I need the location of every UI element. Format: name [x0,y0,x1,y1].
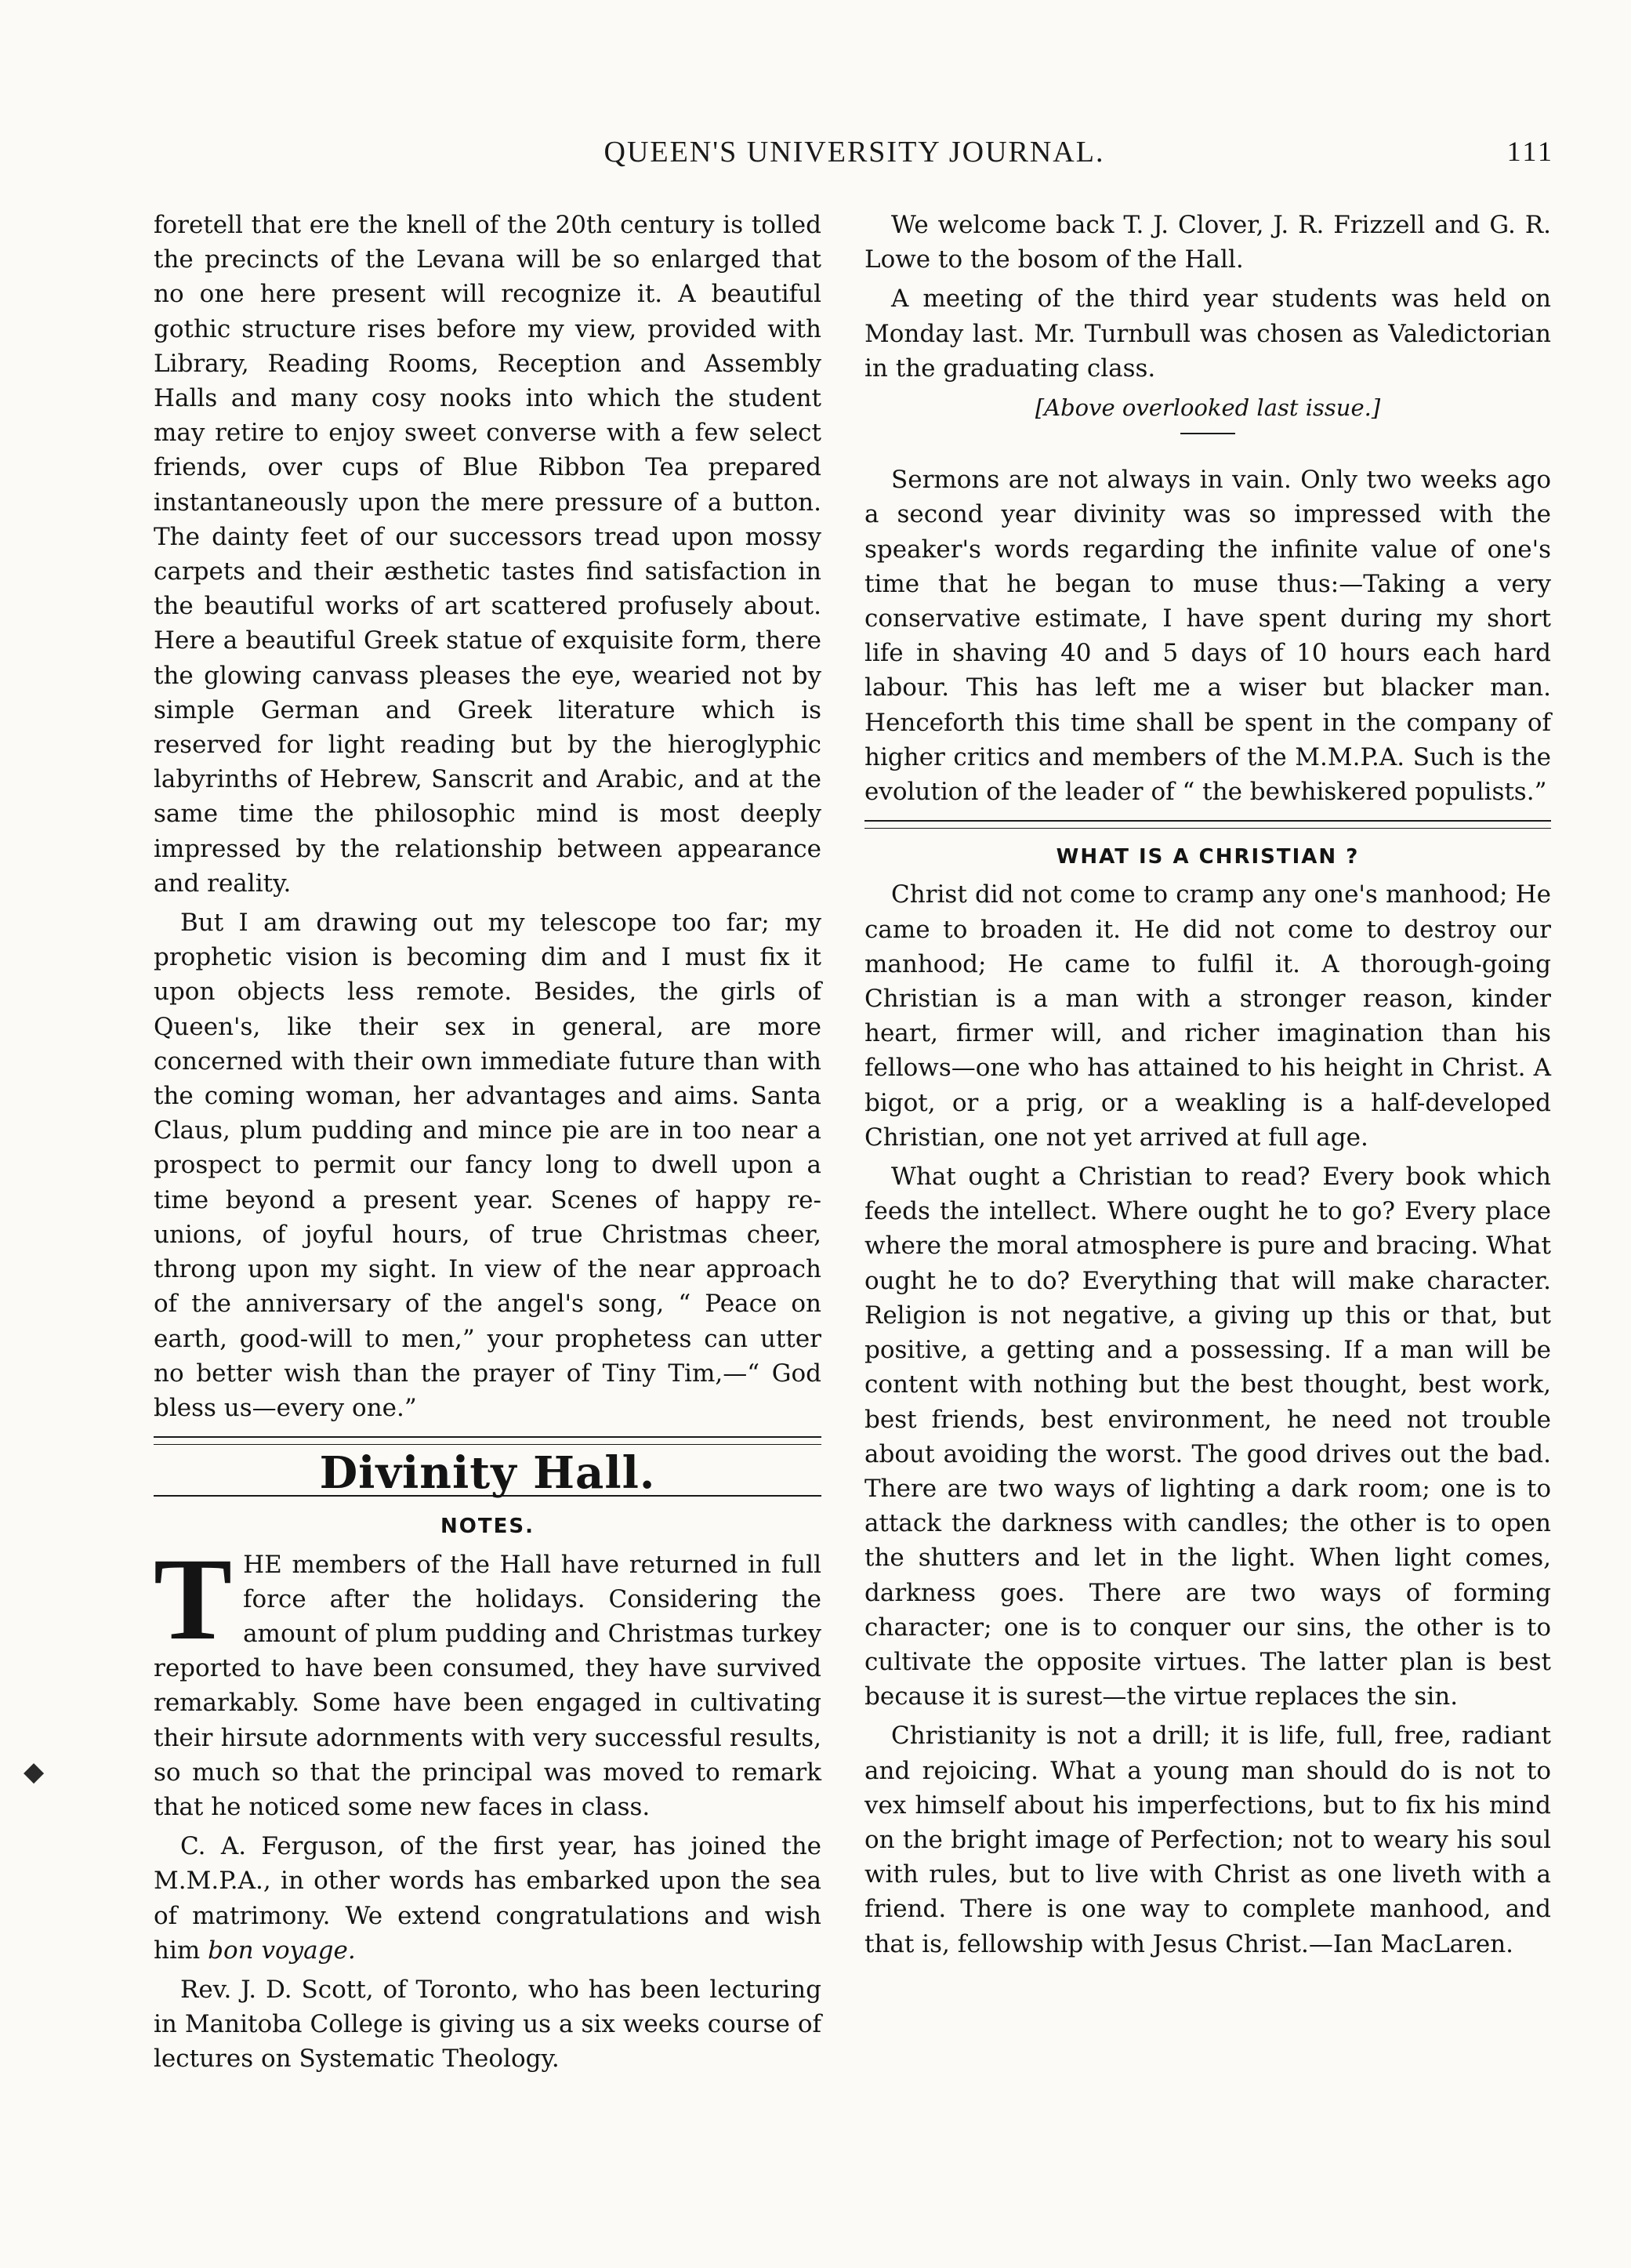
notes-paragraph-1 [154,1533,821,1825]
notes-paragraph-2 [154,1829,821,1968]
christian-paragraph-1: Christ did not come to cramp any one's manhood; He came to broaden it. He did not come to destroy our manhood; He came to fulfil it. A thorough-going Christian is a man with a stronger reason, kinder heart, firmer will, and richer imagination than his fellows—one who has attained to his height in Christ. A bigot, or a prig, or a weakling is a half-developed Christian, one not yet arrived at full age. [864,880,1551,1152]
notes-paragraph-3: Rev. J. D. Scott, of Toronto, who has been lecturing in Manitoba College is giving us a six weeks course of lectures on Systematic Theology. [154,1975,821,2074]
notes-subhead: NOTES. [440,1515,535,1539]
section-divider [154,1436,821,1445]
meeting-paragraph: A meeting of the third year students was held on Monday last. Mr. Turnbull was chosen as Valedictorian in the graduating class. [864,285,1551,383]
article-divider [864,820,1551,829]
welcome-paragraph: We welcome back T. J. Clover, J. R. Frizzell and G. R. Lowe to the bosom of the Hall. [864,211,1551,274]
levana-paragraph-2: But I am drawing out my telescope too far; my prophetic vision is becoming dim and I must fix it upon objects less remote. Besides, the girls of Queen's, like their sex in general, are more concerned with their own immediate future than with the coming woman, her advantages and aims. Santa Claus, plum pudding and mince pie are in too near a prospect to permit our fancy long to dwell upon a time beyond a present year. Scenes of happy re-unions, of joyful hours, of true Christmas cheer, throng upon my sight. In view of the near approach of the anniversary of the angel's song, “ Peace on earth, good-will to men,” your prophetess can utter no better wish than the prayer of Tiny Tim,—“ God bless us—every one.” [154,909,821,1422]
margin-mark-icon: ◆ [24,1756,45,1787]
left-column [154,208,821,2081]
drop-cap: T [154,1533,233,1664]
short-divider [1180,433,1235,434]
christian-paragraph-2: What ought a Christian to read? Every book which feeds the intellect. Where ought he to go? Every place where the moral atmosphere is pure and bracing. What ought he to do? Everything that will make character. Religion is not negative, a giving up this or that, but positive, a getting and a possessing. If a man will be content with nothing but the best thought, best work, best friends, best environment, he need not trouble about avoiding the worst. The good drives out the bad. There are two ways of lighting a dark room; one is to attack the darkness with candles; the other is to open the shutters and let in the light. When light comes, darkness goes. There are two ways of forming character; one is to conquer our sins, the other is to cultivate the opposite virtues. The latter plan is best because it is surest—the virtue replaces the sin. [864,1163,1551,1711]
christian-paragraph-3: Christianity is not a drill; it is life, full, free, radiant and rejoicing. What a young man should do is not to vex himself about his imperfections, but to fix his mind on the bright image of Perfection; not to weary his soul with rules, but to live with Christ as one liveth with a friend. There is one way to complete manhood, and that is, fellowship with Jesus Christ.—Ian MacLaren. [864,1722,1551,1958]
notes-paragraph-1-text: HE members of the Hall have returned in full force after the holidays. Considering the amount of plum pudding and Christmas turkey reported to have been consumed, they have survived remarkably. Some have been engaged in cultivating their hirsute adornments with very successful results, so much so that the principal was moved to remark that he noticed some new faces in class. [154,1550,821,1821]
right-column [864,208,1551,1966]
page-number: 111 [1506,136,1554,167]
section-title: Divinity Hall. [319,1447,656,1500]
christian-subhead: WHAT IS A CHRISTIAN ? [1056,845,1360,869]
sermons-paragraph: Sermons are not always in vain. Only two weeks ago a second year divinity was so impressed with the speaker's words regarding the infinite value of one's time that he began to muse thus:—Taking a very conservative estimate, I have spent during my short life in shaving 40 and 5 days of 10 hours each hard labour. This has left me a wiser but blacker man. Henceforth this time shall be spent in the company of higher critics and members of the M.M.P.A. Such is the evolution of the leader of “ the bewhiskered populists.” [864,466,1551,807]
running-title: QUEEN'S UNIVERSITY JOURNAL. [603,136,1105,169]
levana-paragraph-1: foretell that ere the knell of the 20th century is tolled the precincts of the Levana will be so enlarged that no one here present will recognize it. A beautiful gothic structure rises before my view, provided with Library, Reading Rooms, Reception and Assembly Halls and many cosy nooks into which the student may retire to enjoy sweet converse with a few select friends, over cups of Blue Ribbon Tea prepared instantaneously upon the mere pressure of a button. The dainty feet of our successors tread upon mossy carpets and their æsthetic tastes find satisfaction in the beautiful works of art scattered profusely about. Here a beautiful Greek statue of exquisite form, there the glowing canvass pleases the eye, wearied not by simple German and Greek literature which is reserved for light reading but by the hieroglyphic labyrinths of Hebrew, Sanscrit and Arabic, and at the same time the philosophic mind is most deeply impressed by the relationship between appearance and reality. [154,211,821,898]
notes-italic: bon voyage. [208,1936,356,1965]
notes-paragraph-2-text: C. A. Ferguson, of the first year, has joined the M.M.P.A., in other words has embarked upon the sea of matrimony. We extend congratulations and wish him [154,1832,821,1965]
editorial-note: [Above overlooked last issue.] [1035,394,1381,422]
